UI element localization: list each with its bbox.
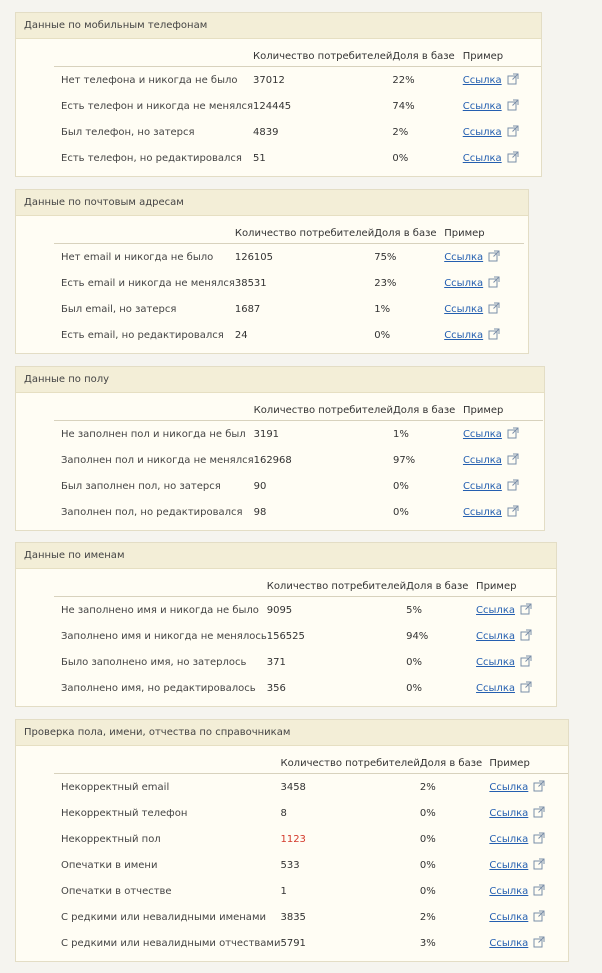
section-title: Данные по почтовым адресам bbox=[16, 190, 528, 216]
col-header-count: Количество потребителей bbox=[235, 223, 374, 244]
row-count: 3835 bbox=[280, 911, 306, 923]
row-count: 24 bbox=[234, 329, 248, 341]
row-share: 97% bbox=[392, 454, 416, 466]
example-link[interactable]: Ссылка bbox=[489, 833, 529, 845]
col-header-example: Пример bbox=[444, 223, 524, 244]
example-link[interactable]: Ссылка bbox=[462, 454, 502, 466]
row-example bbox=[463, 421, 543, 448]
row-share: 23% bbox=[374, 277, 397, 289]
col-header-share: Доля в базе bbox=[392, 46, 462, 67]
col-header-name bbox=[54, 753, 280, 774]
external-link-icon[interactable] bbox=[520, 603, 532, 618]
col-header-share: Доля в базе bbox=[393, 400, 463, 421]
stats-table bbox=[54, 753, 568, 956]
example-link[interactable]: Ссылка bbox=[462, 74, 502, 86]
row-label: С редкими или невалидными именами bbox=[61, 911, 266, 923]
example-link[interactable]: Ссылка bbox=[444, 329, 484, 341]
row-share: 0% bbox=[406, 682, 422, 694]
col-header-name bbox=[54, 400, 254, 421]
example-link[interactable]: Ссылка bbox=[489, 885, 529, 897]
row-example bbox=[463, 119, 541, 145]
row-count: 156525 bbox=[266, 630, 305, 642]
col-header-share: Доля в базе bbox=[374, 223, 444, 244]
row-share: 2% bbox=[419, 781, 436, 793]
row-share: 0% bbox=[374, 329, 391, 341]
row-label: Есть email и никогда не менялся bbox=[61, 277, 235, 289]
row-label: Нет email и никогда не было bbox=[61, 251, 214, 263]
row-label: Заполнено имя и никогда не менялось bbox=[61, 630, 267, 642]
example-link[interactable]: Ссылка bbox=[489, 937, 529, 949]
stats-table bbox=[54, 576, 556, 701]
external-link-icon[interactable] bbox=[533, 806, 545, 821]
row-count: 126105 bbox=[234, 251, 274, 263]
row-label: Не заполнено имя и никогда не было bbox=[61, 604, 259, 616]
row-share: 0% bbox=[419, 885, 436, 897]
row-count: 4839 bbox=[253, 126, 279, 138]
example-link[interactable]: Ссылка bbox=[476, 604, 515, 616]
row-count: 1 bbox=[280, 885, 287, 897]
table-row bbox=[54, 774, 568, 801]
col-header-count: Количество потребителей bbox=[267, 576, 406, 597]
row-example bbox=[444, 244, 524, 271]
row-label: Некорректный пол bbox=[61, 833, 161, 845]
row-label: Опечатки в имени bbox=[61, 859, 158, 871]
row-count: 98 bbox=[253, 506, 267, 518]
example-link[interactable]: Ссылка bbox=[444, 303, 484, 315]
row-count: 51 bbox=[253, 152, 266, 164]
row-label: С редкими или невалидными отчествами bbox=[61, 937, 281, 949]
row-label: Есть телефон, но редактировался bbox=[61, 152, 242, 164]
example-link[interactable]: Ссылка bbox=[489, 911, 529, 923]
table-row bbox=[54, 800, 568, 826]
row-count: 1687 bbox=[234, 303, 261, 315]
section-panel bbox=[15, 542, 557, 707]
external-link-icon[interactable] bbox=[533, 832, 545, 847]
external-link-icon[interactable] bbox=[507, 125, 519, 140]
external-link-icon[interactable] bbox=[533, 936, 545, 951]
row-share: 2% bbox=[419, 911, 436, 923]
row-share: 0% bbox=[419, 807, 436, 819]
table-row bbox=[54, 675, 556, 701]
col-header-share: Доля в базе bbox=[420, 753, 490, 774]
external-link-icon[interactable] bbox=[488, 250, 500, 265]
col-header-example: Пример bbox=[463, 46, 541, 67]
example-link[interactable]: Ссылка bbox=[462, 152, 502, 164]
row-example bbox=[476, 649, 556, 675]
section-title: Проверка пола, имени, отчества по справочникам bbox=[16, 720, 568, 746]
row-label: Есть email, но редактировался bbox=[61, 329, 224, 341]
row-count: 124445 bbox=[253, 100, 292, 112]
row-label: Опечатки в отчестве bbox=[61, 885, 172, 897]
row-share: 3% bbox=[419, 937, 436, 949]
row-example bbox=[489, 930, 568, 956]
row-example bbox=[463, 145, 541, 171]
external-link-icon[interactable] bbox=[520, 681, 532, 696]
row-example bbox=[489, 852, 568, 878]
example-link[interactable]: Ссылка bbox=[462, 480, 502, 492]
row-label: Заполнен пол, но редактировался bbox=[61, 506, 243, 518]
example-link[interactable]: Ссылка bbox=[462, 428, 502, 440]
external-link-icon[interactable] bbox=[507, 453, 519, 468]
example-link[interactable]: Ссылка bbox=[476, 682, 515, 694]
col-header-name bbox=[54, 576, 267, 597]
row-share: 1% bbox=[392, 428, 409, 440]
table-header-row bbox=[54, 400, 543, 421]
external-link-icon[interactable] bbox=[533, 780, 545, 795]
row-share: 75% bbox=[374, 251, 397, 263]
row-example bbox=[463, 447, 543, 473]
section-body bbox=[16, 216, 528, 353]
table-row bbox=[54, 145, 541, 171]
row-example bbox=[489, 878, 568, 904]
row-count: 5791 bbox=[280, 937, 306, 949]
section-panel bbox=[15, 366, 545, 531]
external-link-icon[interactable] bbox=[533, 884, 545, 899]
row-share: 94% bbox=[406, 630, 429, 642]
section-panel bbox=[15, 12, 542, 177]
row-count: 37012 bbox=[253, 74, 285, 86]
row-share: 0% bbox=[419, 859, 436, 871]
row-example bbox=[489, 800, 568, 826]
table-row bbox=[54, 473, 543, 499]
row-example bbox=[463, 499, 543, 525]
example-link[interactable]: Ссылка bbox=[444, 251, 484, 263]
table-header-row bbox=[54, 223, 524, 244]
row-example bbox=[444, 322, 524, 348]
example-link[interactable]: Ссылка bbox=[462, 126, 502, 138]
section-body bbox=[16, 393, 544, 530]
stats-table bbox=[54, 46, 541, 171]
row-count: 38531 bbox=[234, 277, 267, 289]
external-link-icon[interactable] bbox=[533, 910, 545, 925]
row-count: 90 bbox=[253, 480, 267, 492]
table-row bbox=[54, 244, 524, 271]
row-share: 0% bbox=[392, 152, 409, 164]
example-link[interactable]: Ссылка bbox=[489, 807, 529, 819]
table-row bbox=[54, 878, 568, 904]
col-header-name bbox=[54, 223, 235, 244]
row-count: 8 bbox=[280, 807, 287, 819]
external-link-icon[interactable] bbox=[507, 427, 519, 442]
row-share: 0% bbox=[419, 833, 436, 845]
row-label: Был заполнен пол, но затерся bbox=[61, 480, 221, 492]
row-count: 533 bbox=[280, 859, 300, 871]
col-header-name bbox=[54, 46, 253, 67]
external-link-icon[interactable] bbox=[520, 655, 532, 670]
col-header-example: Пример bbox=[489, 753, 568, 774]
row-example bbox=[476, 623, 556, 649]
table-row bbox=[54, 623, 556, 649]
table-row bbox=[54, 447, 543, 473]
section-body bbox=[16, 746, 568, 961]
table-row bbox=[54, 904, 568, 930]
row-label: Некорректный email bbox=[61, 781, 170, 793]
row-share: 22% bbox=[392, 74, 415, 86]
table-header-row bbox=[54, 576, 556, 597]
table-row bbox=[54, 93, 541, 119]
row-example bbox=[463, 67, 541, 94]
row-share: 74% bbox=[392, 100, 415, 112]
row-count: 9095 bbox=[266, 604, 293, 616]
section-body bbox=[16, 569, 556, 706]
row-label: Был телефон, но затерся bbox=[61, 126, 195, 138]
row-count: 3458 bbox=[280, 781, 306, 793]
external-link-icon[interactable] bbox=[520, 629, 532, 644]
col-header-count: Количество потребителей bbox=[280, 753, 419, 774]
row-label: Есть телефон и никогда не менялся bbox=[61, 100, 253, 112]
table-row bbox=[54, 852, 568, 878]
row-share: 2% bbox=[392, 126, 409, 138]
section-title: Данные по мобильным телефонам bbox=[16, 13, 541, 39]
table-row bbox=[54, 597, 556, 624]
row-example bbox=[476, 675, 556, 701]
row-count: 162968 bbox=[253, 454, 292, 466]
section-body bbox=[16, 39, 541, 176]
table-row bbox=[54, 270, 524, 296]
row-example bbox=[444, 296, 524, 322]
stats-table bbox=[54, 400, 543, 525]
external-link-icon[interactable] bbox=[533, 858, 545, 873]
col-header-count: Количество потребителей bbox=[254, 400, 393, 421]
row-count: 356 bbox=[266, 682, 286, 694]
row-share: 0% bbox=[406, 656, 422, 668]
external-link-icon[interactable] bbox=[507, 479, 519, 494]
section-title: Данные по именам bbox=[16, 543, 556, 569]
example-link[interactable]: Ссылка bbox=[476, 656, 515, 668]
example-link[interactable]: Ссылка bbox=[476, 630, 515, 642]
section-panel bbox=[15, 719, 569, 962]
col-header-count: Количество потребителей bbox=[253, 46, 392, 67]
example-link[interactable]: Ссылка bbox=[489, 781, 529, 793]
external-link-icon[interactable] bbox=[507, 73, 519, 88]
row-count: 3191 bbox=[253, 428, 280, 440]
row-label: Заполнен пол и никогда не менялся bbox=[61, 454, 254, 466]
table-header-row bbox=[54, 46, 541, 67]
table-row bbox=[54, 67, 541, 94]
table-row bbox=[54, 322, 524, 348]
row-share: 0% bbox=[392, 480, 409, 492]
row-example bbox=[444, 270, 524, 296]
example-link[interactable]: Ссылка bbox=[462, 506, 502, 518]
row-share: 0% bbox=[392, 506, 409, 518]
section-title: Данные по полу bbox=[16, 367, 544, 393]
external-link-icon[interactable] bbox=[488, 276, 500, 291]
external-link-icon[interactable] bbox=[507, 505, 519, 520]
row-label: Не заполнен пол и никогда не был bbox=[61, 428, 246, 440]
table-row bbox=[54, 119, 541, 145]
table-row bbox=[54, 930, 568, 956]
external-link-icon[interactable] bbox=[507, 151, 519, 166]
row-example bbox=[476, 597, 556, 624]
table-header-row bbox=[54, 753, 568, 774]
row-count: 1123 bbox=[280, 833, 306, 845]
row-share: 5% bbox=[406, 604, 422, 616]
col-header-example: Пример bbox=[476, 576, 556, 597]
row-count: 371 bbox=[266, 656, 286, 668]
row-label: Некорректный телефон bbox=[61, 807, 188, 819]
table-row bbox=[54, 499, 543, 525]
stats-table bbox=[54, 223, 524, 348]
section-panel bbox=[15, 189, 529, 354]
row-label: Был email, но затерся bbox=[61, 303, 177, 315]
table-row bbox=[54, 296, 524, 322]
external-link-icon[interactable] bbox=[488, 302, 500, 317]
row-share: 1% bbox=[374, 303, 391, 315]
example-link[interactable]: Ссылка bbox=[462, 100, 502, 112]
row-label: Нет телефона и никогда не было bbox=[61, 74, 238, 86]
example-link[interactable]: Ссылка bbox=[444, 277, 484, 289]
row-example bbox=[489, 904, 568, 930]
row-label: Было заполнено имя, но затерлось bbox=[61, 656, 247, 668]
row-example bbox=[463, 473, 543, 499]
row-example bbox=[463, 93, 541, 119]
table-row bbox=[54, 649, 556, 675]
table-row bbox=[54, 826, 568, 852]
table-row bbox=[54, 421, 543, 448]
example-link[interactable]: Ссылка bbox=[489, 859, 529, 871]
external-link-icon[interactable] bbox=[488, 328, 500, 343]
row-example bbox=[489, 826, 568, 852]
row-label: Заполнено имя, но редактировалось bbox=[61, 682, 256, 694]
col-header-example: Пример bbox=[463, 400, 543, 421]
external-link-icon[interactable] bbox=[507, 99, 519, 114]
row-example bbox=[489, 774, 568, 801]
col-header-share: Доля в базе bbox=[406, 576, 476, 597]
